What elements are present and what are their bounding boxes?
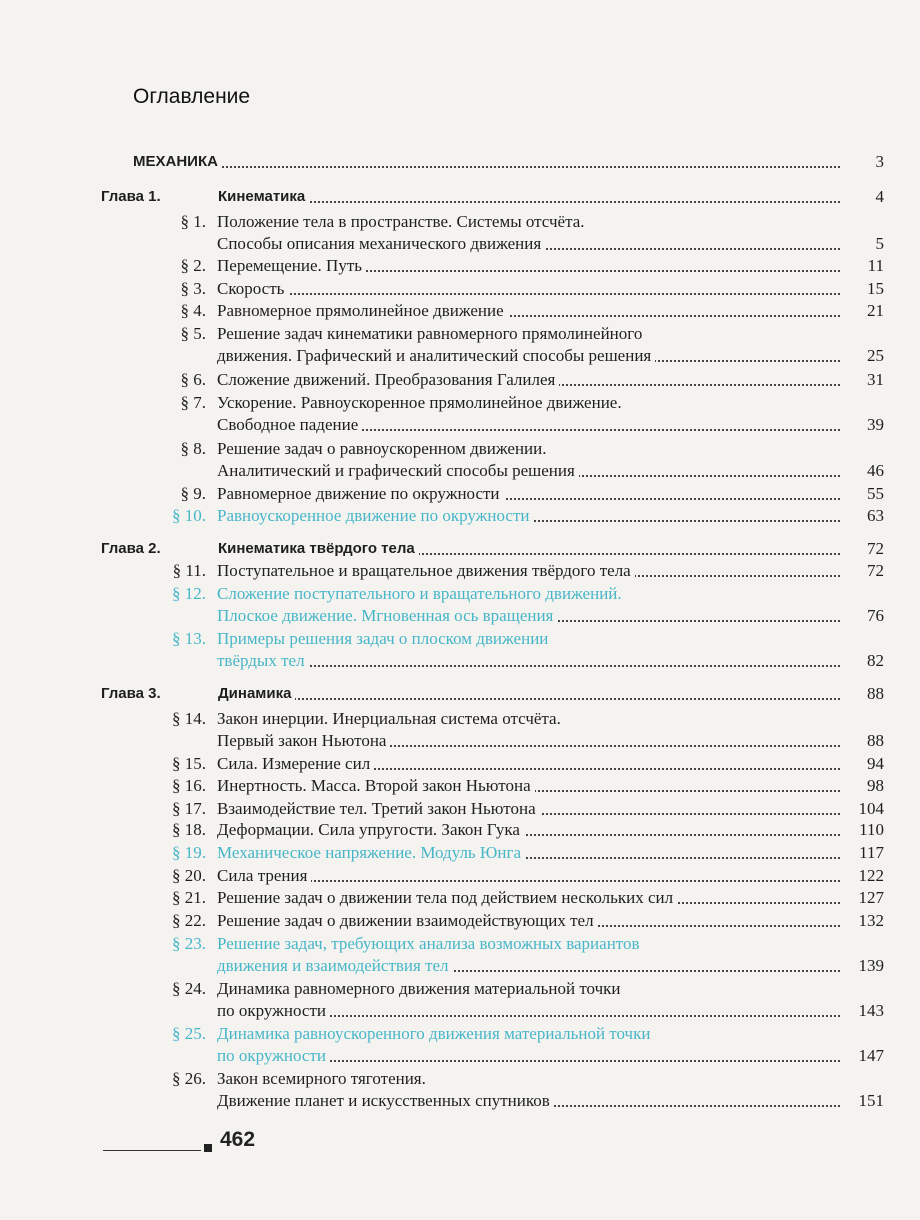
entry-number: § 15.	[172, 754, 206, 773]
entry-title-line: Движение планет и искусственных спутников	[217, 1089, 840, 1113]
entry-page: 76	[867, 606, 884, 625]
entry-number: § 26.	[172, 1069, 206, 1088]
entry-page: 11	[867, 256, 884, 275]
entry-title-line: Первый закон Ньютона	[217, 729, 840, 753]
entry-number: § 24.	[172, 979, 206, 998]
entry-page: 39	[867, 415, 884, 434]
entry-title-line: Примеры решения задач о плоском движении	[217, 627, 552, 651]
entry-page: 46	[867, 461, 884, 480]
entry-number: § 18.	[172, 820, 206, 839]
entry-title-line: Деформации. Сила упругости. Закон Гука	[217, 818, 840, 842]
entry-number: § 19.	[172, 843, 206, 862]
entry-title-line: Решение задач о движении тела под действием нескольких сил	[217, 886, 840, 910]
entry-page: 110	[859, 820, 884, 839]
entry-title-line: Поступательное и вращательное движения твёрдого тела	[217, 559, 840, 583]
entry-page: 15	[867, 279, 884, 298]
entry-number: § 22.	[172, 911, 206, 930]
entry-title-line: твёрдых тел	[217, 649, 840, 673]
entry-title-line: Ускорение. Равноускоренное прямолинейное движение.	[217, 391, 626, 415]
entry-number: § 4.	[180, 301, 206, 320]
entry-title-line: Аналитический и графический способы решения	[217, 459, 840, 483]
page-title: Оглавление	[133, 85, 251, 108]
entry-page: 55	[867, 484, 884, 503]
footer-square	[204, 1144, 212, 1152]
entry-title-line: по окружности	[217, 999, 840, 1023]
entry-page: 117	[859, 843, 884, 862]
entry-title-line: движения. Графический и аналитический способы решения	[217, 344, 840, 368]
entry-title-line: Сила трения	[217, 864, 840, 888]
entry-number: § 6.	[180, 370, 206, 389]
entry-page: 122	[858, 866, 884, 885]
entry-title-line: Закон инерции. Инерциальная система отсчёта.	[217, 707, 565, 731]
entry-title-line: Положение тела в пространстве. Системы отсчёта.	[217, 210, 589, 234]
entry-title-line: Равноускоренное движение по окружности	[217, 504, 840, 528]
entry-page: 72	[867, 561, 884, 580]
entry-page: 82	[867, 651, 884, 670]
chapter-page: 72	[867, 539, 884, 558]
entry-title-line: Способы описания механического движения	[217, 232, 840, 256]
entry-title-line: Решение задач о равноускоренном движении.	[217, 437, 551, 461]
entry-page: 5	[875, 234, 884, 253]
entry-title-line: Сложение поступательного и вращательного движений.	[217, 582, 626, 606]
entry-title-line: Динамика равноускоренного движения материальной точки	[217, 1022, 654, 1046]
entry-page: 31	[867, 370, 884, 389]
entry-title-line: Равномерное прямолинейное движение	[217, 299, 840, 323]
entry-number: § 16.	[172, 776, 206, 795]
chapter-label: Глава 3.	[101, 685, 161, 702]
entry-title-line: Решение задач о движении взаимодействующих тел	[217, 909, 840, 933]
entry-number: § 5.	[180, 324, 206, 343]
entry-page: 25	[867, 346, 884, 365]
entry-number: § 1.	[180, 212, 206, 231]
entry-title-line: Равномерное движение по окружности	[217, 482, 840, 506]
entry-number: § 11.	[172, 561, 206, 580]
section-page: 3	[875, 152, 884, 171]
entry-page: 104	[858, 799, 884, 818]
entry-number: § 10.	[172, 506, 206, 525]
entry-title-line: Сложение движений. Преобразования Галилея	[217, 368, 840, 392]
chapter-title: Динамика	[218, 682, 840, 706]
entry-title-line: Свободное падение	[217, 413, 840, 437]
entry-title-line: Механическое напряжение. Модуль Юнга	[217, 841, 840, 865]
entry-number: § 20.	[172, 866, 206, 885]
entry-page: 94	[867, 754, 884, 773]
entry-page: 151	[858, 1091, 884, 1110]
chapter-title: Кинематика твёрдого тела	[218, 537, 840, 561]
entry-number: § 25.	[172, 1024, 206, 1043]
entry-number: § 7.	[180, 393, 206, 412]
entry-title-line: Плоское движение. Мгновенная ось вращения	[217, 604, 840, 628]
entry-title-line: Закон всемирного тяготения.	[217, 1067, 430, 1091]
entry-number: § 17.	[172, 799, 206, 818]
entry-number: § 21.	[172, 888, 206, 907]
entry-number: § 13.	[172, 629, 206, 648]
entry-title-line: по окружности	[217, 1044, 840, 1068]
entry-title-line: Инертность. Масса. Второй закон Ньютона	[217, 774, 840, 798]
entry-number: § 14.	[172, 709, 206, 728]
entry-title-line: Динамика равномерного движения материальной точки	[217, 977, 625, 1001]
entry-page: 98	[867, 776, 884, 795]
section-title-mechanics: МЕХАНИКА	[133, 150, 840, 174]
entry-title-line: движения и взаимодействия тел	[217, 954, 840, 978]
entry-page: 63	[867, 506, 884, 525]
chapter-title: Кинематика	[218, 185, 840, 209]
entry-title-line: Скорость	[217, 277, 840, 301]
entry-page: 147	[858, 1046, 884, 1065]
entry-title-line: Решение задач кинематики равномерного прямолинейного	[217, 322, 646, 346]
chapter-label: Глава 2.	[101, 540, 161, 557]
entry-number: § 8.	[180, 439, 206, 458]
entry-page: 132	[858, 911, 884, 930]
footer-page-number: 462	[220, 1128, 256, 1151]
entry-number: § 12.	[172, 584, 206, 603]
entry-page: 127	[858, 888, 884, 907]
entry-title-line: Перемещение. Путь	[217, 254, 840, 278]
entry-title-line: Решение задач, требующих анализа возможных вариантов	[217, 932, 644, 956]
entry-page: 143	[858, 1001, 884, 1020]
chapter-page: 88	[867, 684, 884, 703]
entry-page: 21	[867, 301, 884, 320]
entry-title-line: Взаимодействие тел. Третий закон Ньютона	[217, 797, 840, 821]
chapter-label: Глава 1.	[101, 188, 161, 205]
entry-number: § 2.	[180, 256, 206, 275]
entry-page: 88	[867, 731, 884, 750]
entry-number: § 3.	[180, 279, 206, 298]
chapter-page: 4	[875, 187, 884, 206]
entry-title-line: Сила. Измерение сил	[217, 752, 840, 776]
entry-number: § 23.	[172, 934, 206, 953]
footer-rule	[103, 1150, 201, 1151]
entry-page: 139	[858, 956, 884, 975]
entry-number: § 9.	[180, 484, 206, 503]
